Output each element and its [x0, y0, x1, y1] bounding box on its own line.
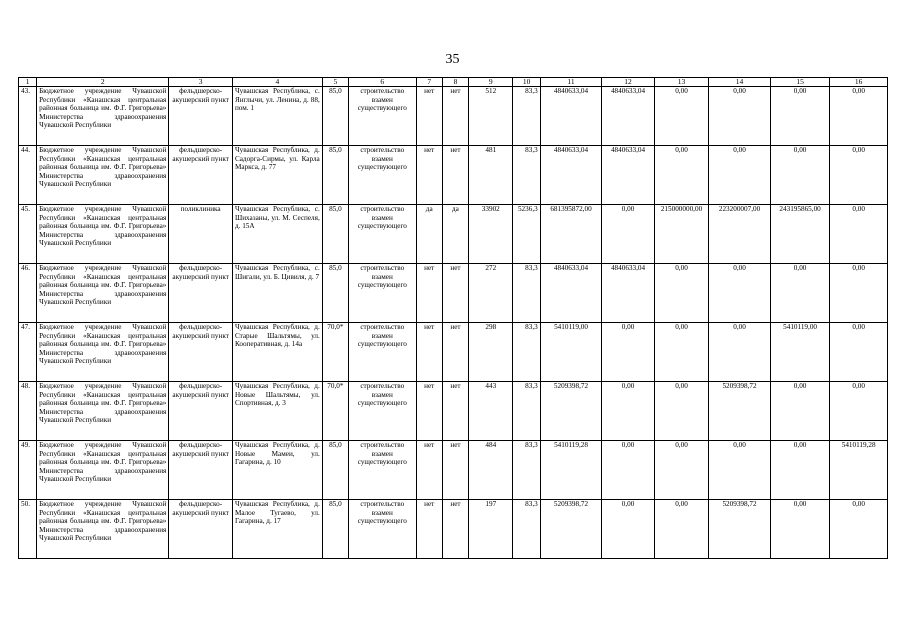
col7-cell: нет	[416, 87, 442, 146]
col13-cell: 0,00	[654, 264, 709, 323]
wear-percent-cell: 85,0	[322, 441, 348, 500]
col8-cell: нет	[442, 441, 468, 500]
col10-cell: 83,3	[513, 146, 540, 205]
address-cell: Чувашская Республика, с. Шихазаны, ул. М. Сеспеля, д. 15А	[232, 205, 322, 264]
col15-cell: 0,00	[770, 382, 830, 441]
work-type-cell: строительство взамен существующего	[348, 382, 416, 441]
wear-percent-cell: 85,0	[322, 500, 348, 559]
col8-cell: да	[442, 205, 468, 264]
column-header: 10	[513, 78, 540, 87]
col10-cell: 83,3	[513, 87, 540, 146]
column-header: 16	[830, 78, 888, 87]
col9-cell: 481	[469, 146, 513, 205]
address-cell: Чувашская Республика, д. Малое Тугаево, ул. Гагарина, д. 17	[232, 500, 322, 559]
row-number-cell: 48.	[19, 382, 37, 441]
table-row	[19, 441, 888, 500]
table-row	[19, 146, 888, 205]
col15-cell: 0,00	[770, 441, 830, 500]
col10-cell: 83,3	[513, 441, 540, 500]
col10-cell: 83,3	[513, 323, 540, 382]
col9-cell: 443	[469, 382, 513, 441]
col11-cell: 5410119,28	[540, 441, 602, 500]
col12-cell: 4840633,04	[602, 146, 654, 205]
work-type-cell: строительство взамен существующего	[348, 146, 416, 205]
col11-cell: 681395872,00	[540, 205, 602, 264]
col11-cell: 5209398,72	[540, 500, 602, 559]
header-row	[19, 78, 888, 87]
work-type-cell: строительство взамен существующего	[348, 264, 416, 323]
column-header: 11	[540, 78, 602, 87]
col13-cell: 215000000,00	[654, 205, 709, 264]
wear-percent-cell: 85,0	[322, 146, 348, 205]
col16-cell: 5410119,28	[830, 441, 888, 500]
col8-cell: нет	[442, 500, 468, 559]
col9-cell: 197	[469, 500, 513, 559]
col7-cell: да	[416, 205, 442, 264]
col14-cell: 5209398,72	[709, 382, 771, 441]
facility-type-cell: фельдшерско-акушерский пункт	[169, 500, 233, 559]
address-cell: Чувашская Республика, с. Шигали, ул. Б. Цивиля, д. 7	[232, 264, 322, 323]
col12-cell: 4840633,04	[602, 87, 654, 146]
organization-cell: Бюджетное учреждение Чувашской Республики «Канашская центральная районная больница им. Ф.Г. Григорьева» Министерства здравоохранения Чувашской Республики	[37, 382, 169, 441]
col7-cell: нет	[416, 323, 442, 382]
column-header: 12	[602, 78, 654, 87]
organization-cell: Бюджетное учреждение Чувашской Республики «Канашская центральная районная больница им. Ф.Г. Григорьева» Министерства здравоохранения Чувашской Республики	[37, 205, 169, 264]
row-number-cell: 49.	[19, 441, 37, 500]
col8-cell: нет	[442, 323, 468, 382]
organization-cell: Бюджетное учреждение Чувашской Республики «Канашская центральная районная больница им. Ф.Г. Григорьева» Министерства здравоохранения Чувашской Республики	[37, 323, 169, 382]
column-header: 9	[469, 78, 513, 87]
column-header: 13	[654, 78, 709, 87]
column-header: 15	[770, 78, 830, 87]
col9-cell: 272	[469, 264, 513, 323]
col13-cell: 0,00	[654, 323, 709, 382]
row-number-cell: 47.	[19, 323, 37, 382]
address-cell: Чувашская Республика, д. Новые Шальтямы, ул. Спортивная, д. 3	[232, 382, 322, 441]
column-header: 2	[37, 78, 169, 87]
facility-type-cell: поликлиника	[169, 205, 233, 264]
col13-cell: 0,00	[654, 441, 709, 500]
column-header: 5	[322, 78, 348, 87]
column-header: 1	[19, 78, 37, 87]
table-row	[19, 264, 888, 323]
col11-cell: 4840633,04	[540, 264, 602, 323]
col7-cell: нет	[416, 264, 442, 323]
col8-cell: нет	[442, 146, 468, 205]
address-cell: Чувашская Республика, д. Новые Мамеи, ул. Гагарина, д. 10	[232, 441, 322, 500]
col14-cell: 0,00	[709, 146, 771, 205]
col16-cell: 0,00	[830, 87, 888, 146]
row-number-cell: 44.	[19, 146, 37, 205]
col7-cell: нет	[416, 146, 442, 205]
col7-cell: нет	[416, 500, 442, 559]
col12-cell: 0,00	[602, 382, 654, 441]
col14-cell: 0,00	[709, 87, 771, 146]
work-type-cell: строительство взамен существующего	[348, 441, 416, 500]
col15-cell: 243195865,00	[770, 205, 830, 264]
address-cell: Чувашская Республика, с. Янглычи, ул. Ленина, д. 88, пом. 1	[232, 87, 322, 146]
wear-percent-cell: 85,0	[322, 205, 348, 264]
col11-cell: 4840633,04	[540, 87, 602, 146]
organization-cell: Бюджетное учреждение Чувашской Республики «Канашская центральная районная больница им. Ф.Г. Григорьева» Министерства здравоохранения Чувашской Республики	[37, 441, 169, 500]
table-row	[19, 500, 888, 559]
work-type-cell: строительство взамен существующего	[348, 205, 416, 264]
organization-cell: Бюджетное учреждение Чувашской Республики «Канашская центральная районная больница им. Ф.Г. Григорьева» Министерства здравоохранения Чувашской Республики	[37, 500, 169, 559]
col9-cell: 33902	[469, 205, 513, 264]
facility-type-cell: фельдшерско-акушерский пункт	[169, 264, 233, 323]
col16-cell: 0,00	[830, 205, 888, 264]
col14-cell: 0,00	[709, 264, 771, 323]
col12-cell: 4840633,04	[602, 264, 654, 323]
work-type-cell: строительство взамен существующего	[348, 87, 416, 146]
col15-cell: 5410119,00	[770, 323, 830, 382]
col14-cell: 5209398,72	[709, 500, 771, 559]
col15-cell: 0,00	[770, 87, 830, 146]
column-header: 6	[348, 78, 416, 87]
col7-cell: нет	[416, 382, 442, 441]
address-cell: Чувашская Республика, д. Садорга-Сирмы, ул. Карла Маркса, д. 77	[232, 146, 322, 205]
organization-cell: Бюджетное учреждение Чувашской Республики «Канашская центральная районная больница им. Ф.Г. Григорьева» Министерства здравоохранения Чувашской Республики	[37, 87, 169, 146]
col16-cell: 0,00	[830, 382, 888, 441]
col16-cell: 0,00	[830, 323, 888, 382]
data-table	[18, 77, 888, 559]
col10-cell: 83,3	[513, 500, 540, 559]
col9-cell: 298	[469, 323, 513, 382]
organization-cell: Бюджетное учреждение Чувашской Республики «Канашская центральная районная больница им. Ф.Г. Григорьева» Министерства здравоохранения Чувашской Республики	[37, 146, 169, 205]
col12-cell: 0,00	[602, 205, 654, 264]
col7-cell: нет	[416, 441, 442, 500]
col8-cell: нет	[442, 264, 468, 323]
work-type-cell: строительство взамен существующего	[348, 500, 416, 559]
work-type-cell: строительство взамен существующего	[348, 323, 416, 382]
table-row	[19, 205, 888, 264]
column-header: 7	[416, 78, 442, 87]
col10-cell: 5236,3	[513, 205, 540, 264]
col14-cell: 0,00	[709, 323, 771, 382]
address-cell: Чувашская Республика, д. Старые Шальтямы, ул. Кооперативная, д. 14а	[232, 323, 322, 382]
col8-cell: нет	[442, 382, 468, 441]
column-header: 4	[232, 78, 322, 87]
facility-type-cell: фельдшерско-акушерский пункт	[169, 87, 233, 146]
table-body	[19, 87, 888, 559]
col9-cell: 512	[469, 87, 513, 146]
col14-cell: 223200007,00	[709, 205, 771, 264]
col12-cell: 0,00	[602, 500, 654, 559]
col15-cell: 0,00	[770, 146, 830, 205]
organization-cell: Бюджетное учреждение Чувашской Республики «Канашская центральная районная больница им. Ф.Г. Григорьева» Министерства здравоохранения Чувашской Республики	[37, 264, 169, 323]
wear-percent-cell: 70,0*	[322, 382, 348, 441]
row-number-cell: 46.	[19, 264, 37, 323]
column-header: 8	[442, 78, 468, 87]
table-row	[19, 382, 888, 441]
col10-cell: 83,3	[513, 382, 540, 441]
col11-cell: 4840633,04	[540, 146, 602, 205]
wear-percent-cell: 85,0	[322, 264, 348, 323]
col13-cell: 0,00	[654, 87, 709, 146]
row-number-cell: 50.	[19, 500, 37, 559]
col13-cell: 0,00	[654, 500, 709, 559]
col11-cell: 5410119,00	[540, 323, 602, 382]
col9-cell: 484	[469, 441, 513, 500]
wear-percent-cell: 70,0*	[322, 323, 348, 382]
col12-cell: 0,00	[602, 441, 654, 500]
column-header: 14	[709, 78, 771, 87]
facility-type-cell: фельдшерско-акушерский пункт	[169, 323, 233, 382]
facility-type-cell: фельдшерско-акушерский пункт	[169, 441, 233, 500]
table-row	[19, 87, 888, 146]
col16-cell: 0,00	[830, 264, 888, 323]
wear-percent-cell: 85,0	[322, 87, 348, 146]
col11-cell: 5209398,72	[540, 382, 602, 441]
table-row	[19, 323, 888, 382]
col15-cell: 0,00	[770, 264, 830, 323]
col16-cell: 0,00	[830, 500, 888, 559]
page-number: 35	[445, 52, 460, 67]
facility-type-cell: фельдшерско-акушерский пункт	[169, 146, 233, 205]
col14-cell: 0,00	[709, 441, 771, 500]
column-header: 3	[169, 78, 233, 87]
col13-cell: 0,00	[654, 382, 709, 441]
row-number-cell: 43.	[19, 87, 37, 146]
col13-cell: 0,00	[654, 146, 709, 205]
col8-cell: нет	[442, 87, 468, 146]
col10-cell: 83,3	[513, 264, 540, 323]
col16-cell: 0,00	[830, 146, 888, 205]
col15-cell: 0,00	[770, 500, 830, 559]
row-number-cell: 45.	[19, 205, 37, 264]
col12-cell: 0,00	[602, 323, 654, 382]
facility-type-cell: фельдшерско-акушерский пункт	[169, 382, 233, 441]
